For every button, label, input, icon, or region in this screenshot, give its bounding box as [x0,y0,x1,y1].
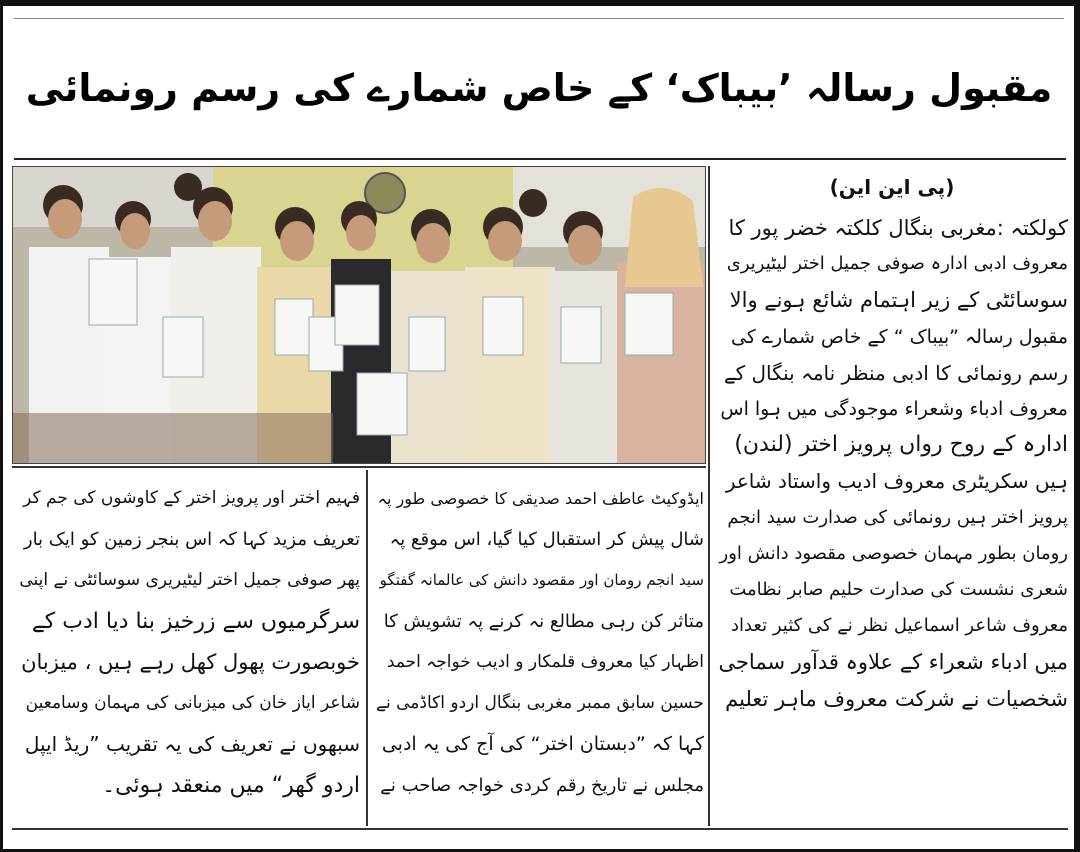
column-left [16,478,360,824]
column-middle-line: مجلس نے تاریخ رقم کردی خواجہ صاحب نے [380,775,704,796]
column-middle-line: سید انجم رومان اور مقصود دانش کی عالمانہ گفتگو [379,571,704,589]
column-left-line: سبھوں نے تعریف کی یہ تقریب ”ریڈ ایپل [24,732,360,756]
column-middle [374,478,704,824]
column-middle-line: حسین سابق ممبر مغربی بنگال اردو اکاڈمی نے [376,693,704,713]
column-right-line: میں ادباء شعراء کے علاوہ قدآور سماجی [718,650,1068,675]
bottom-rule [12,828,1068,830]
column-left-line: سرگرمیوں سے زرخیز بنا دیا ادب کے [31,609,360,634]
column-left-line: تعریف مزید کہا کہ اس بنجر زمین کو ایک بار [23,529,360,550]
headline-rule [14,158,1066,160]
column-middle-line: متاثر کن رہی مطالع نہ کرنے پہ تشویش کا [383,611,704,632]
event-photo-illustration [13,167,705,463]
column-divider-left [366,470,368,826]
column-right-line: رسم رونمائی کا ادبی منظر نامہ بنگال کے [723,360,1068,385]
event-photo [12,166,706,464]
column-right-line: شخصیات نے شرکت معروف ماہر تعلیم [725,686,1068,711]
page-border-top [0,0,1080,6]
page-border-right [1074,0,1080,852]
news-agency-byline: (پی این این) [829,175,955,199]
column-right-line: پرویز اختر ہیں رونمائی کی صدارت سید انجم [727,506,1068,528]
column-right-line: معروف شاعر اسماعیل نظر نے کی کثیر تعداد [730,615,1068,637]
column-middle-line: اظہار کیا معروف قلمکار و ادیب خواجہ احمد [386,652,704,672]
column-right-line: شعری نشست کی صدارت حلیم صابر نظامت [729,579,1068,601]
column-middle-line: شال پیش کر استقبال کیا گیا، اس موقع پہ [389,529,704,550]
column-left-line: اردو گھر“ میں منعقد ہوئی۔ [102,773,360,798]
column-right-line: معروف ادبی ادارہ صوفی جمیل اختر لیٹیریری [726,253,1068,275]
column-left-line: فہیم اختر اور پرویز اختر کے کاوشوں کی جم کر [23,488,360,508]
column-left-line: پھر صوفی جمیل اختر لیٹیریری سوسائٹی نے اپنی [19,570,360,590]
column-right-line: سوسائٹی کے زیر اہتمام شائع ہونے والا [729,288,1068,313]
column-middle-line: ایڈوکیٹ عاطف احمد صدیقی کا خصوصی طور پہ [377,489,704,508]
column-left-line: خوبصورت پھول کھل رہے ہیں ، میزبان [21,650,360,674]
column-right-line: ادارہ کے روح رواں پرویز اختر (لندن) [734,432,1068,458]
column-left-line: شاعر ایاز خان کی میزبانی کی مہمان وسامعین [25,693,360,713]
column-right-line: رومان بطور مہمان خصوصی مقصود دانش اور [719,542,1068,564]
photo-bottom-rule [12,466,706,468]
column-right-line: مقبول رسالہ ”بیباک “ کے خاص شمارے کی [730,325,1068,348]
column-right-line: ہیں سکریٹری معروف ادیب واستاد شاعر [725,469,1068,494]
article-headline: مقبول رسالہ ’بیباک‘ کے خاص شمارے کی رسم رونمائی [25,66,1053,110]
column-middle-line: کہا کہ ”دبستان اختر“ کی آج کی یہ ادبی [381,733,704,755]
page-border-left [0,0,3,852]
column-divider-right [708,166,710,826]
column-right-line: معروف ادباء وشعراء موجودگی میں ہوا اس [720,398,1068,421]
column-right [716,210,1068,824]
column-right-line: کولکتہ :مغربی بنگال کلکتہ خضر پور کا [728,216,1068,240]
top-rule [14,18,1064,19]
